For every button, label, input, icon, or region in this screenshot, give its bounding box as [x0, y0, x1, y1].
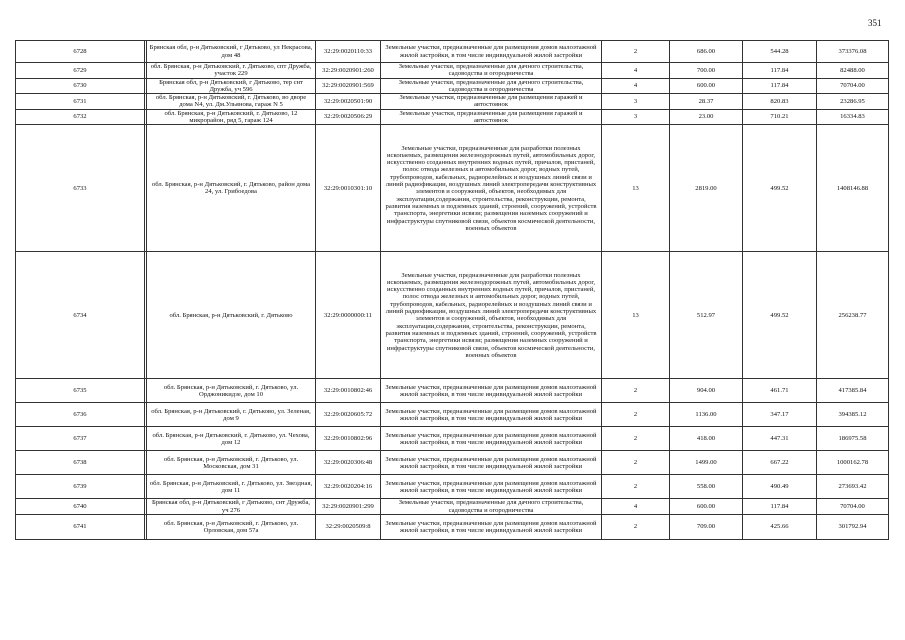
land-use-cell: Земельные участки, предназначенные для размещения домов малоэтажной жилой застройки, в том числе индивидуальной жилой застройки [381, 514, 602, 539]
land-use-cell: Земельные участки, предназначенные для размещения гаражей и автостоянок [381, 94, 602, 110]
record-number-cell: 6729 [16, 63, 145, 79]
table-row [16, 379, 889, 403]
land-use-cell: Земельные участки, предназначенные для дачного строительства, садоводства и огородничества [381, 63, 602, 79]
cadastral-value-cell: 70704.00 [817, 78, 889, 94]
cadastral-number-cell: 32:29:0020110:33 [316, 41, 381, 63]
land-use-cell: Земельные участки, предназначенные для размещения домов малоэтажной жилой застройки, в том числе индивидуальной жилой застройки [381, 403, 602, 427]
area-cell: 23.00 [670, 109, 743, 125]
land-use-cell: Земельные участки, предназначенные для размещения домов малоэтажной жилой застройки, в том числе индивидуальной жилой застройки [381, 451, 602, 475]
cadastral-value-cell: 273693.42 [817, 475, 889, 499]
cadastral-number-cell: 32:29:0000000:11 [316, 252, 381, 379]
record-number-cell: 6737 [16, 427, 145, 451]
cadastral-number-cell: 32:29:0020605:72 [316, 403, 381, 427]
page-number: 351 [868, 18, 882, 28]
land-use-cell: Земельные участки, предназначенные для дачного строительства, садоводства и огородничества [381, 499, 602, 515]
record-number-cell: 6738 [16, 451, 145, 475]
land-use-group-cell: 13 [602, 252, 670, 379]
address-cell: обл. Брянская, р-н Дятьковский, г. Дятьково [147, 252, 316, 379]
table-row [16, 499, 889, 515]
area-cell: 600.00 [670, 78, 743, 94]
cadastral-number-cell: 32:29:0020204:16 [316, 475, 381, 499]
specific-value-cell: 117.84 [743, 499, 817, 515]
address-cell: Брянская обл, р-н Дятьковский, г Дятьково, тер снт Дружба, уч 596 [147, 78, 316, 94]
land-use-group-cell: 13 [602, 125, 670, 252]
area-cell: 418.00 [670, 427, 743, 451]
specific-value-cell: 820.83 [743, 94, 817, 110]
table-row [16, 427, 889, 451]
land-use-group-cell: 4 [602, 499, 670, 515]
land-use-group-cell: 2 [602, 451, 670, 475]
address-cell: обл. Брянская, р-н Дятьковский, г. Дятьково, ул. Звездная, дом 11 [147, 475, 316, 499]
area-cell: 700.00 [670, 63, 743, 79]
specific-value-cell: 447.31 [743, 427, 817, 451]
table-row [16, 63, 889, 79]
record-number-cell: 6731 [16, 94, 145, 110]
record-number-cell: 6733 [16, 125, 145, 252]
specific-value-cell: 710.21 [743, 109, 817, 125]
area-cell: 512.97 [670, 252, 743, 379]
table-row [16, 125, 889, 252]
specific-value-cell: 117.84 [743, 63, 817, 79]
address-cell: обл. Брянская, р-н Дятьковский, г. Дятьково, во дворе дома N4, ул. Дм.Ульянова, гараж N 5 [147, 94, 316, 110]
table-row [16, 403, 889, 427]
table-row [16, 451, 889, 475]
address-cell: обл. Брянская, р-н Дятьковский, г. Дятьково, ул. Московская, дом 31 [147, 451, 316, 475]
specific-value-cell: 461.71 [743, 379, 817, 403]
cadastral-number-cell: 32:29:0010802:96 [316, 427, 381, 451]
cadastral-number-cell: 32:29:0020306:48 [316, 451, 381, 475]
table-row [16, 252, 889, 379]
address-cell: Брянская обл, р-н Дятьковский, г Дятьково, ул Некрасова, дом 48 [147, 41, 316, 63]
address-cell: обл. Брянская, р-н Дятьковский, г. Дятьково, 12 микрорайон, ряд 5, гараж 124 [147, 109, 316, 125]
cadastral-number-cell: 32:29:0020901:299 [316, 499, 381, 515]
address-cell: обл. Брянская, р-н Дятьковский, г. Дятьково, ул. Зеленая, дом 9 [147, 403, 316, 427]
specific-value-cell: 667.22 [743, 451, 817, 475]
land-use-group-cell: 2 [602, 514, 670, 539]
land-use-cell: Земельные участки, предназначенные для размещения домов малоэтажной жилой застройки, в том числе индивидуальной жилой застройки [381, 475, 602, 499]
specific-value-cell: 347.17 [743, 403, 817, 427]
cadastral-value-cell: 1000162.78 [817, 451, 889, 475]
area-cell: 1136.00 [670, 403, 743, 427]
area-cell: 709.00 [670, 514, 743, 539]
area-cell: 2819.00 [670, 125, 743, 252]
land-use-cell: Земельные участки, предназначенные для дачного строительства, садоводства и огородничества [381, 78, 602, 94]
address-cell: обл. Брянская, р-н Дятьковский, г. Дятьково, ул. Чехова, дом 12 [147, 427, 316, 451]
land-use-cell: Земельные участки, предназначенные для размещения домов малоэтажной жилой застройки, в том числе индивидуальной жилой застройки [381, 427, 602, 451]
cadastral-value-cell: 394385.12 [817, 403, 889, 427]
record-number-cell: 6732 [16, 109, 145, 125]
specific-value-cell: 490.49 [743, 475, 817, 499]
table-row [16, 475, 889, 499]
cadastral-value-cell: 82488.00 [817, 63, 889, 79]
area-cell: 904.00 [670, 379, 743, 403]
specific-value-cell: 117.84 [743, 78, 817, 94]
specific-value-cell: 425.66 [743, 514, 817, 539]
area-cell: 1499.00 [670, 451, 743, 475]
specific-value-cell: 499.52 [743, 252, 817, 379]
cadastral-number-cell: 32:29:0010301:10 [316, 125, 381, 252]
record-number-cell: 6730 [16, 78, 145, 94]
cadastral-value-cell: 70704.00 [817, 499, 889, 515]
address-cell: обл. Брянская, р-н Дятьковский, г. Дятьково, спт Дружба, участок 229 [147, 63, 316, 79]
record-number-cell: 6735 [16, 379, 145, 403]
specific-value-cell: 544.28 [743, 41, 817, 63]
table-row [16, 94, 889, 110]
land-use-group-cell: 4 [602, 78, 670, 94]
cadastral-number-cell: 32:29:0020509:8 [316, 514, 381, 539]
cadastral-number-cell: 32:29:0020901:260 [316, 63, 381, 79]
land-use-group-cell: 2 [602, 41, 670, 63]
cadastral-value-cell: 16334.83 [817, 109, 889, 125]
record-number-cell: 6741 [16, 514, 145, 539]
land-use-cell: Земельные участки, предназначенные для размещения домов малоэтажной жилой застройки, в том числе индивидуальной жилой застройки [381, 379, 602, 403]
cadastral-number-cell: 32:29:0020901:569 [316, 78, 381, 94]
land-use-cell: Земельные участки, предназначенные для размещения домов малоэтажной жилой застройки, в том числе индивидуальной жилой застройки [381, 41, 602, 63]
cadastral-value-table [15, 40, 889, 540]
land-use-cell: Земельные участки, предназначенные для разработки полезных ископаемых, размещения железнодорожных путей, автомобильных дорог, искусственно созданных внутренних водных путей, причалов, пристаней, полос отвода железных и автомобильных дорог, водных путей, трубопроводов, кабельных, радиорелейных и воздушных линий связи и линий радиофикации, воздушных линий электропередачи конструктивных элементов и сооружений, объектов, необходимых для эксплуатации,содержания, строительства, реконструкции, ремонта, развития наземных и подземных зданий, строений, сооружений, устройств транспорта, энергетики исвязи; размещения наземных сооружений и инфраструктуры спутниковой связи, объектов космической деятельности, военных объектов [381, 125, 602, 252]
address-cell: обл. Брянская, р-н Дятьковский, г. Дятьково, район дома 24, ул. Грибоедова [147, 125, 316, 252]
area-cell: 28.37 [670, 94, 743, 110]
cadastral-number-cell: 32:29:0020506:29 [316, 109, 381, 125]
area-cell: 558.00 [670, 475, 743, 499]
table-body [16, 41, 889, 540]
address-cell: обл. Брянская, р-н Дятьковский, г. Дятьково, ул. Орджоникидзе, дом 10 [147, 379, 316, 403]
record-number-cell: 6736 [16, 403, 145, 427]
land-use-cell: Земельные участки, предназначенные для размещения гаражей и автостоянок [381, 109, 602, 125]
land-use-group-cell: 4 [602, 63, 670, 79]
area-cell: 686.00 [670, 41, 743, 63]
record-number-cell: 6739 [16, 475, 145, 499]
land-use-cell: Земельные участки, предназначенные для разработки полезных ископаемых, размещения железнодорожных путей, автомобильных дорог, искусственно созданных внутренних водных путей, причалов, пристаней, полос отвода железных и автомобильных дорог, водных путей, трубопроводов, кабельных, радиорелейных и воздушных линий связи и линий радиофикации, воздушных линий электропередачи конструктивных элементов и сооружений, объектов, необходимых для эксплуатации,содержания, строительства, реконструкции, ремонта, развития наземных и подземных зданий, строений, сооружений, устройств транспорта, энергетики исвязи; размещения наземных сооружений и инфраструктуры спутниковой связи, объектов космической деятельности, военных объектов [381, 252, 602, 379]
land-use-group-cell: 2 [602, 403, 670, 427]
cadastral-number-cell: 32:29:0010802:46 [316, 379, 381, 403]
table-row [16, 514, 889, 539]
land-use-group-cell: 2 [602, 427, 670, 451]
land-use-group-cell: 3 [602, 94, 670, 110]
record-number-cell: 6734 [16, 252, 145, 379]
record-number-cell: 6728 [16, 41, 145, 63]
cadastral-value-cell: 256238.77 [817, 252, 889, 379]
land-use-group-cell: 2 [602, 379, 670, 403]
table-row [16, 78, 889, 94]
table-row [16, 109, 889, 125]
address-cell: Брянская обл, р-н Дятьковский, г Дятьково, снт Дружба, уч 276 [147, 499, 316, 515]
table-row [16, 41, 889, 63]
address-cell: обл. Брянская, р-н Дятьковский, г. Дятьково, ул. Орловская, дом 57а [147, 514, 316, 539]
land-use-group-cell: 3 [602, 109, 670, 125]
cadastral-value-cell: 186975.58 [817, 427, 889, 451]
specific-value-cell: 499.52 [743, 125, 817, 252]
area-cell: 600.00 [670, 499, 743, 515]
record-number-cell: 6740 [16, 499, 145, 515]
land-use-group-cell: 2 [602, 475, 670, 499]
cadastral-value-cell: 23286.95 [817, 94, 889, 110]
cadastral-number-cell: 32:29:0020501:90 [316, 94, 381, 110]
cadastral-value-cell: 373376.08 [817, 41, 889, 63]
cadastral-value-cell: 417385.84 [817, 379, 889, 403]
cadastral-value-cell: 301792.94 [817, 514, 889, 539]
cadastral-value-cell: 1408146.88 [817, 125, 889, 252]
